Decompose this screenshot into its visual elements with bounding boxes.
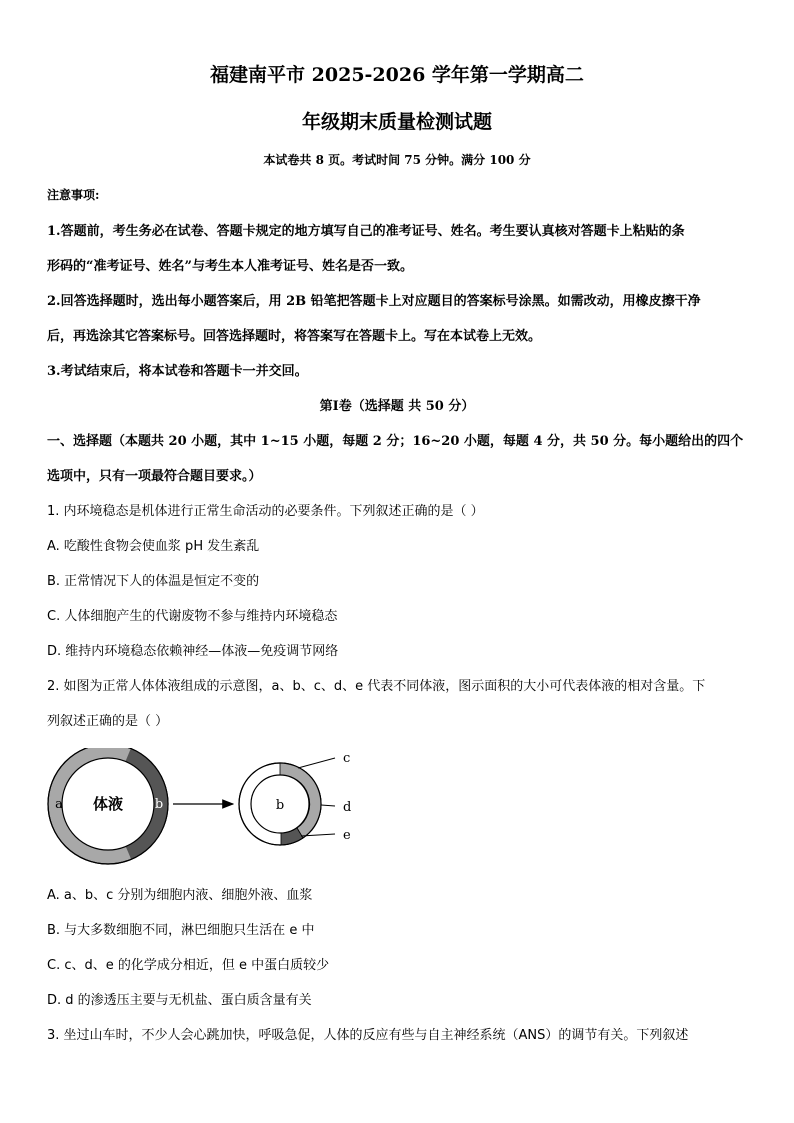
question-3-stem-line1: 3. 坐过山车时，不少人会心跳加快，呼吸急促，人体的反应有些与自主神经系统（ANS）的调节有关。下列叙述 [47,1028,689,1043]
label-b-left: b [154,797,164,812]
question-2-option-d: D. d 的渗透压主要与无机盐、蛋白质含量有关 [47,993,312,1008]
notice-item-1-line2: 形码的“准考证号、姓名”与考生本人准考证号、姓名是否一致。 [47,259,413,274]
section-intro-line2: 选项中，只有一项最符合题目要求。） [47,469,262,484]
notice-item-2-line1: 2.回答选择题时，选出每小题答案后，用 2B 铅笔把答题卡上对应题目的答案标号涂黑。如需改动，用橡皮擦干净 [47,294,701,309]
label-e: e [343,828,351,843]
question-1-option-a: A. 吃酸性食物会使血浆 pH 发生紊乱 [47,539,260,554]
figure-center-label: 体液 [92,795,124,813]
exam-title-line2: 年级期末质量检测试题 [301,111,492,133]
question-1-option-d: D. 维持内环境稳态依赖神经—体液—免疫调节网络 [47,644,339,659]
exam-title-line1: 福建南平市 2025-2026 学年第一学期高二 [210,64,584,86]
question-2-stem-line1: 2. 如图为正常人体体液组成的示意图，a、b、c、d、e 代表不同体液，图示面积的大小可代表体液的相对含量。下 [47,679,706,694]
body-fluid-diagram [45,748,365,868]
question-1-option-b: B. 正常情况下人的体温是恒定不变的 [47,574,260,589]
label-d: d [343,800,352,815]
label-c: c [343,751,351,766]
question-2-option-b: B. 与大多数细胞不同，淋巴细胞只生活在 e 中 [47,923,315,938]
notice-item-3: 3.考试结束后，将本试卷和答题卡一并交回。 [47,364,308,379]
section-intro-line1: 一、选择题（本题共 20 小题，其中 1~15 小题，每题 2 分；16~20 小题，每题 4 分，共 50 分。每小题给出的四个 [47,434,744,449]
question-2-option-a: A. a、b、c 分别为细胞内液、细胞外液、血浆 [47,888,313,903]
notice-item-1-line1: 1.答题前，考生务必在试卷、答题卡规定的地方填写自己的准考证号、姓名。考生要认真核对答题卡上粘贴的条 [47,224,685,239]
question-2-stem-line2: 列叙述正确的是（ ） [47,714,169,729]
question-1-stem: 1. 内环境稳态是机体进行正常生命活动的必要条件。下列叙述正确的是（ ） [47,504,484,519]
question-2-option-c: C. c、d、e 的化学成分相近，但 e 中蛋白质较少 [47,958,330,973]
exam-subtitle: 本试卷共 8 页。考试时间 75 分钟。满分 100 分 [263,153,531,167]
section-heading: 第Ⅰ卷（选择题 共 50 分） [319,399,475,414]
label-b-right: b [275,798,285,813]
question-1-option-c: C. 人体细胞产生的代谢废物不参与维持内环境稳态 [47,609,338,624]
label-a: a [55,797,63,812]
notice-item-2-line2: 后，再选涂其它答案标号。回答选择题时，将答案写在答题卡上。写在本试卷上无效。 [47,329,542,344]
notice-heading: 注意事项: [47,188,100,202]
